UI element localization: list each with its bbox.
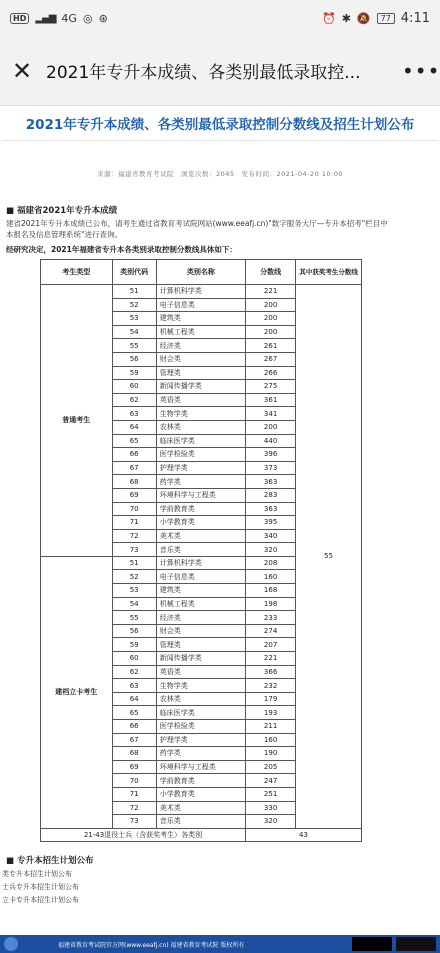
section1-label: 福建省2021年专升本成绩 [17,206,118,216]
score-line: 247 [246,774,296,788]
alarm-icon: ⏰ [321,11,336,25]
section2-label: 专升本招生计划公布 [17,856,94,867]
category-code: 55 [112,611,156,625]
category-name: 机械工程类 [156,597,245,611]
score-line: 366 [246,665,296,679]
score-line: 200 [246,325,296,339]
paragraph-2: 经研究决定，2021年福建省专升本各类别录取控制分数线具体如下： [6,245,237,254]
app-icon: ⊛ [98,11,108,25]
category-code: 69 [112,488,156,502]
category-name: 医学检验类 [156,448,245,462]
category-code: 52 [112,570,156,584]
category-code: 70 [112,774,156,788]
col-header: 其中获奖考生分数线 [296,260,362,285]
category-name: 环境科学与工程类 [156,488,245,502]
status-right [322,11,430,26]
group-label: 建档立卡考生 [41,556,113,828]
score-line: 261 [246,339,296,353]
table-row [41,285,362,299]
category-name: 药学类 [156,475,245,489]
category-name: 美术类 [156,801,245,815]
category-code: 56 [112,624,156,638]
plan-link[interactable]: 类专升本招生计划公布 [2,870,72,879]
score-line: 190 [246,747,296,761]
category-name: 农林类 [156,692,245,706]
article [0,106,440,905]
score-line: 200 [246,312,296,326]
category-code: 53 [112,312,156,326]
category-code: 51 [112,285,156,299]
qr-code-icon [396,937,436,951]
score-line: 251 [246,787,296,801]
score-line: 211 [246,720,296,734]
category-name: 电子信息类 [156,298,245,312]
score-line: 193 [246,706,296,720]
nav-title: 2021年专升本成绩、各类别最低录取控... [46,63,361,83]
category-name: 临床医学类 [156,706,245,720]
score-line: 200 [246,420,296,434]
col-header: 类别代码 [112,260,156,285]
score-line: 396 [246,448,296,462]
category-code: 63 [112,407,156,421]
status-bar [0,0,440,36]
score-line: 320 [246,543,296,557]
score-line: 363 [246,475,296,489]
category-name: 机械工程类 [156,325,245,339]
category-name: 护理学类 [156,733,245,747]
category-name: 生物学类 [156,679,245,693]
category-name: 新闻传播学类 [156,380,245,394]
category-code: 67 [112,733,156,747]
category-code: 56 [112,352,156,366]
category-code: 72 [112,801,156,815]
score-line: 205 [246,760,296,774]
more-icon[interactable]: ••• [402,58,440,83]
category-name: 音乐类 [156,543,245,557]
score-line: 221 [246,285,296,299]
status-left [10,12,108,25]
score-line: 200 [246,298,296,312]
category-name: 学前教育类 [156,774,245,788]
category-code: 65 [112,706,156,720]
score-line: 373 [246,461,296,475]
category-name: 农林类 [156,420,245,434]
score-line: 363 [246,502,296,516]
category-code: 67 [112,461,156,475]
category-name: 美术类 [156,529,245,543]
plan-link[interactable]: 士兵专升本招生计划公布 [2,883,79,892]
category-code: 68 [112,475,156,489]
clock: 4:11 [400,10,430,26]
plan-link[interactable]: 立卡专升本招生计划公布 [2,896,79,905]
category-name: 计算机科学类 [156,556,245,570]
score-line: 160 [246,570,296,584]
category-code: 60 [112,380,156,394]
category-code: 54 [112,597,156,611]
score-line: 440 [246,434,296,448]
score-line: 198 [246,597,296,611]
score-line: 330 [246,801,296,815]
article-meta: 来源：福建省教育考试院 浏览次数：2045 发布时间：2021-04-20 10:00 [96,170,344,178]
score-line: 274 [246,624,296,638]
category-code: 70 [112,502,156,516]
category-code: 72 [112,529,156,543]
category-code: 65 [112,434,156,448]
score-line: 395 [246,516,296,530]
category-code: 64 [112,692,156,706]
para1-text: 建省2021年专升本成绩已公布，请考生通过省教育考试院网站(www.eeafj.cn)"数字服务大厅—专升本招考"栏目中 [6,219,388,228]
score-line: 267 [246,352,296,366]
paragraph-1 [6,218,434,240]
plan-links [2,870,438,905]
group-label: 普通考生 [41,285,113,557]
wechat-icon: ◎ [82,11,93,25]
nav-bar [0,36,440,106]
qr-code-icon [352,937,392,951]
category-name: 管理类 [156,638,245,652]
category-name: 建筑类 [156,312,245,326]
site-footer [0,935,440,953]
site-logo-icon [4,937,18,951]
category-name: 新闻传播学类 [156,652,245,666]
hd-badge: HD [10,13,29,24]
para1b-text: 本报名及信息管理系统"进行查询。 [6,230,122,239]
score-line: 275 [246,380,296,394]
category-code: 52 [112,298,156,312]
category-name: 英语类 [156,665,245,679]
score-line: 221 [246,652,296,666]
signal-icon: ▂▄▆ [35,12,56,24]
score-line: 168 [246,584,296,598]
table-row-veterans [41,828,362,842]
category-name: 电子信息类 [156,570,245,584]
category-name: 环境科学与工程类 [156,760,245,774]
score-line: 320 [246,815,296,829]
veterans-label: 21-43退役士兵（含获奖考生）各类别 [41,828,246,842]
category-code: 63 [112,679,156,693]
close-icon[interactable]: ✕ [12,56,33,85]
category-name: 药学类 [156,747,245,761]
footer-text: 福建省教育考试院官方网(www.eeafj.cn) 福建省教育考试院 版权所有 [58,941,245,949]
col-header: 考生类型 [41,260,113,285]
veterans-score: 43 [246,828,362,842]
table-body [41,285,362,842]
score-line: 179 [246,692,296,706]
score-line: 232 [246,679,296,693]
category-name: 计算机科学类 [156,285,245,299]
category-code: 73 [112,815,156,829]
table-header-row [41,260,362,285]
score-line: 361 [246,393,296,407]
category-code: 71 [112,516,156,530]
signal-label: 4G [61,11,77,25]
category-code: 59 [112,638,156,652]
category-name: 生物学类 [156,407,245,421]
score-table [40,259,362,842]
category-name: 经济类 [156,611,245,625]
category-code: 62 [112,665,156,679]
category-name: 音乐类 [156,815,245,829]
category-code: 62 [112,393,156,407]
category-code: 68 [112,747,156,761]
col-header: 分数线 [246,260,296,285]
award-score: 55 [296,285,362,829]
category-name: 临床医学类 [156,434,245,448]
category-code: 59 [112,366,156,380]
category-name: 英语类 [156,393,245,407]
score-line: 208 [246,556,296,570]
category-name: 财会类 [156,352,245,366]
score-line: 266 [246,366,296,380]
category-code: 64 [112,420,156,434]
category-code: 73 [112,543,156,557]
category-name: 小学教育类 [156,787,245,801]
col-header: 类别名称 [156,260,245,285]
category-code: 71 [112,787,156,801]
category-code: 51 [112,556,156,570]
category-name: 医学检验类 [156,720,245,734]
section-heading-scores: ■ 福建省2021年专升本成绩 [6,206,118,216]
category-code: 66 [112,720,156,734]
score-line: 233 [246,611,296,625]
article-title: 2021年专升本成绩、各类别最低录取控制分数线及招生计划公布 [2,106,438,141]
category-code: 60 [112,652,156,666]
category-name: 护理学类 [156,461,245,475]
score-line: 341 [246,407,296,421]
category-code: 53 [112,584,156,598]
category-name: 小学教育类 [156,516,245,530]
category-name: 财会类 [156,624,245,638]
score-line: 207 [246,638,296,652]
section-heading-plan: ■ 专升本招生计划公布 [6,856,94,867]
category-name: 建筑类 [156,584,245,598]
category-name: 学前教育类 [156,502,245,516]
score-line: 340 [246,529,296,543]
category-code: 66 [112,448,156,462]
category-name: 经济类 [156,339,245,353]
bluetooth-icon: ✱ [341,11,351,25]
battery-icon: 77 [377,13,395,24]
category-code: 55 [112,339,156,353]
score-line: 283 [246,488,296,502]
category-name: 管理类 [156,366,245,380]
mute-icon: 🔕 [356,11,371,25]
category-code: 69 [112,760,156,774]
score-line: 160 [246,733,296,747]
category-code: 54 [112,325,156,339]
